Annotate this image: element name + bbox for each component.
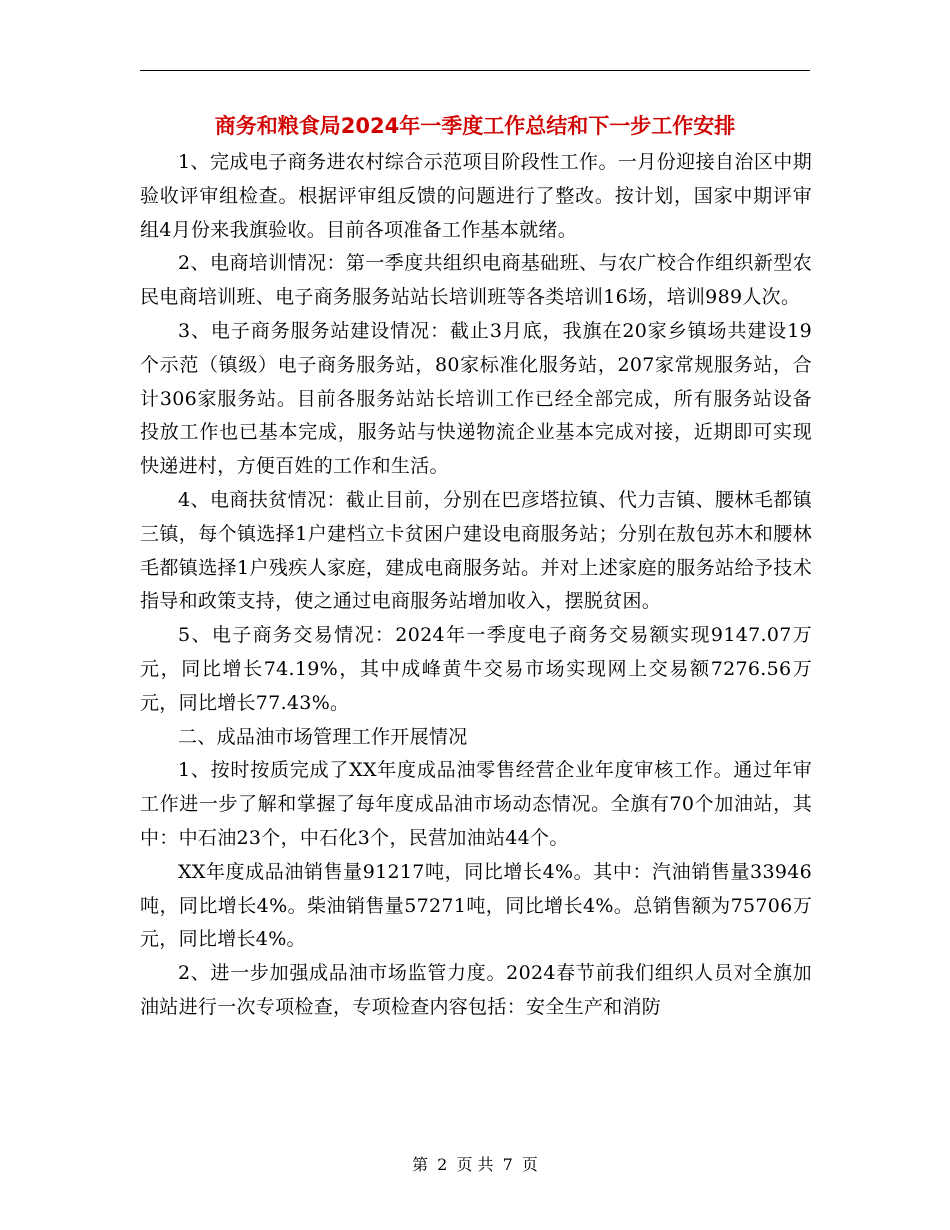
footer-suffix: 页: [521, 1155, 538, 1174]
footer-total-pages: 7: [502, 1155, 513, 1174]
section-heading-2: 二、成品油市场管理工作开展情况: [178, 725, 468, 748]
paragraph-3: 3、电子商务服务站建设情况：截止3月底，我旗在20家乡镇场共建设19个示范（镇级）电子商务服务站，80家标准化服务站，207家常规服务站，合计306家服务站。目前各服务站站长培训工作已经全部完成，所有服务站设备投放工作也已基本完成，服务站与快递物流企业基本完成对接，近期即可实现快递进村，方便百姓的工作和生活。: [140, 319, 812, 478]
paragraph-5: 5、电子商务交易情况：2024年一季度电子商务交易额实现9147.07万元，同比增长74.19%，其中成峰黄牛交易市场实现网上交易额7276.56万元，同比增长77.43%。: [140, 624, 812, 714]
paragraph-6: 1、按时按质完成了XX年度成品油零售经营企业年度审核工作。通过年审工作进一步了解和掌握了每年度成品油市场动态情况。全旗有70个加油站，其中：中石油23个，中石化3个，民营加油站44个。: [140, 759, 812, 849]
paragraph-8: 2、进一步加强成品油市场监管力度。2024春节前我们组织人员对全旗加油站进行一次专项检查，专项检查内容包括：安全生产和消防: [140, 962, 812, 1018]
paragraph-1: 1、完成电子商务进农村综合示范项目阶段性工作。一月份迎接自治区中期验收评审组检查。根据评审组反馈的问题进行了整改。按计划，国家中期评审组4月份来我旗验收。目前各项准备工作基本就绪。: [140, 151, 812, 241]
document-body: [140, 146, 812, 1025]
footer-middle: 页 共: [456, 1155, 494, 1174]
document-title: 商务和粮食局2024年一季度工作总结和下一步工作安排: [214, 114, 736, 138]
paragraph-7: XX年度成品油销售量91217吨，同比增长4%。其中：汽油销售量33946吨，同比增长4%。柴油销售量57271吨，同比增长4%。总销售额为75706万元，同比增长4%。: [140, 860, 812, 951]
footer-current-page: 2: [437, 1155, 448, 1174]
paragraph-4: 4、电商扶贫情况：截止目前，分别在巴彦塔拉镇、代力吉镇、腰林毛都镇三镇，每个镇选择1户建档立卡贫困户建设电商服务站；分别在敖包苏木和腰林毛都镇选择1户残疾人家庭，建成电商服务站。并对上述家庭的服务站给予技术指导和政策支持，使之通过电商服务站增加收入，摆脱贫困。: [140, 488, 812, 613]
header-rule: [140, 70, 810, 71]
footer-prefix: 第: [412, 1155, 429, 1174]
page-footer: [0, 1153, 950, 1177]
paragraph-2: 2、电商培训情况：第一季度共组织电商基础班、与农广校合作组织新型农民电商培训班、电子商务服务站站长培训班等各类培训16场，培训989人次。: [140, 252, 812, 309]
